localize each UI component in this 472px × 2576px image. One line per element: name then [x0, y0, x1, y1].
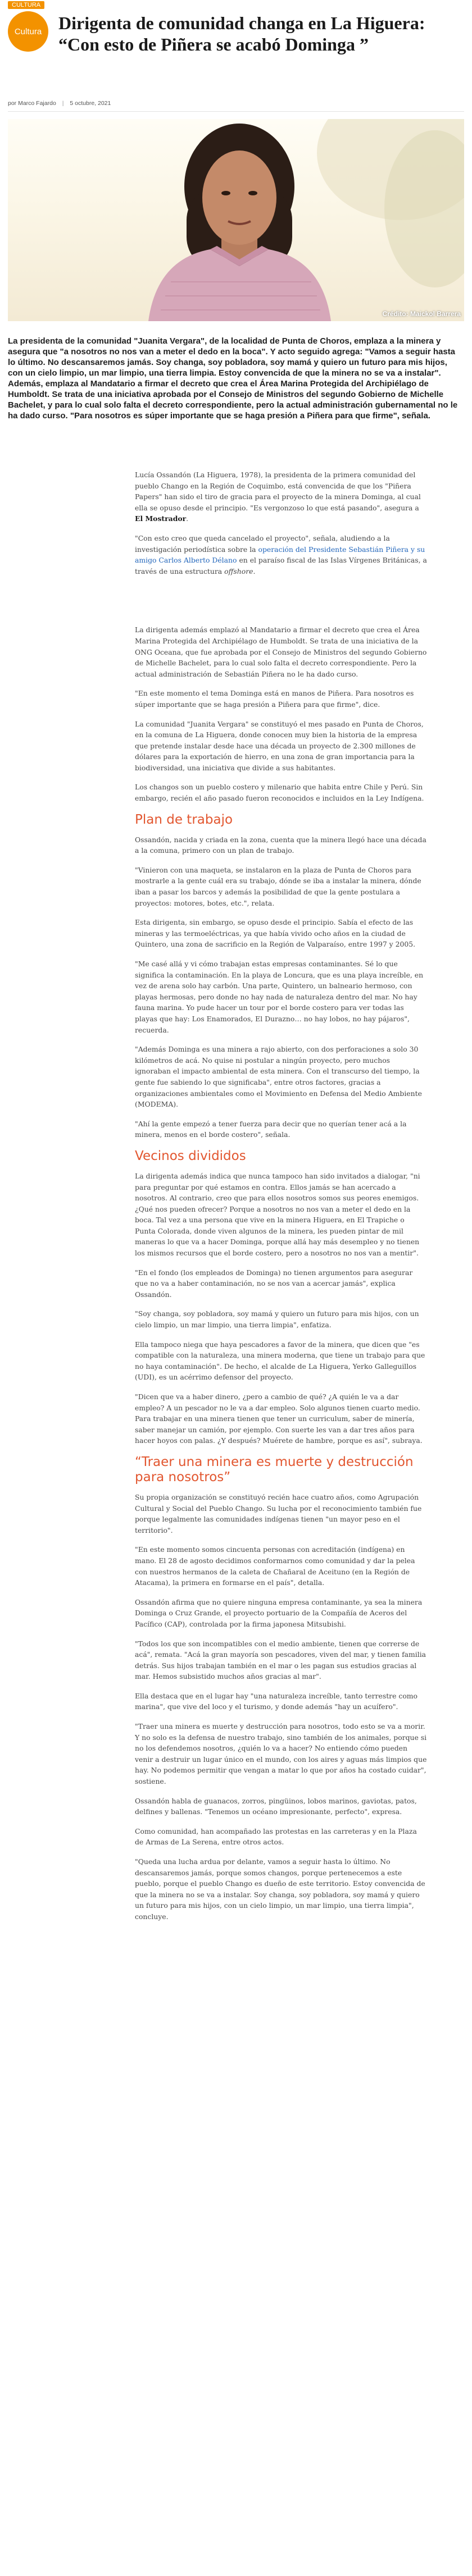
outlet-name: El Mostrador: [135, 514, 187, 523]
paragraph: "Con esto creo que queda cancelado el proyecto", señala, aludiendo a la investigación periodística sobre la operación del Presidente Sebastián Piñera y su amigo Carlos Alberto Délano en el paraíso fiscal de las Islas Vírgenes Británicas, a través de una estructura offshore.: [135, 533, 427, 576]
paragraph: Su propia organización se constituyó recién hace cuatro años, como Agrupación Cultural y Social del Pueblo Chango. Su lucha por el reconocimiento también fue porque legalmente las comunidades indígenas tienen "un mayor peso en el territorio".: [135, 1492, 422, 1534]
paragraph: Esta dirigenta, sin embargo, se opuso desde el principio. Sabía el efecto de las mineras y las termoeléctricas, ya que había vivido ocho años en la ciudad de Quintero, una zona de sacrificio en la Región de Valparaíso, entre 1997 y 2005.: [135, 918, 416, 949]
paragraph: Los changos son un pueblo costero y milenario que habita entre Chile y Perú. Sin embargo, recién el año pasado fueron reconocidos e incluidos en la Ley Indígena.: [135, 783, 424, 803]
paragraph: Ella tampoco niega que haya pescadores a favor de la minera, que dicen que "es compatible con la naturaleza, una minera moderna, que tiene un trabajo para que no haya contaminación". De hecho, el alcalde de La Higuera, Yerko Galleguillos (UDI), es un acérrimo defensor del proyecto.: [135, 1340, 425, 1382]
paragraph: Lucía Ossandón (La Higuera, 1978), la presidenta de la primera comunidad del pueblo Chango en la Región de Coquimbo, está convencida de que los "Piñera Papers" han sido el tiro de gracia para el proyecto de la minera Dominga, al cual ella se opuso desde el principio. "Es vergonzoso lo que está pasando", asegura a El Mostrador.: [135, 471, 421, 523]
paragraph: Ossandón afirma que no quiere ninguna empresa contaminante, ya sea la minera Dominga o Cruz Grande, el proyecto portuario de la Compañía de Aceros del Pacífico (CAP), controlada por la firma japonesa Mitsubishi.: [135, 1597, 423, 1628]
paragraph: "Ahí la gente empezó a tener fuerza para decir que no querían tener acá a la minera, menos en el borde costero", señala.: [135, 1119, 407, 1139]
paragraph: "Soy changa, soy pobladora, soy mamá y quiero un futuro para mis hijos, con un cielo limpio, un mar limpio, una tierra limpia", enfatiza.: [135, 1309, 419, 1330]
category-badge[interactable]: Cultura: [8, 11, 48, 52]
paragraph: "Vinieron con una maqueta, se instalaron en la plaza de Punta de Choros para mostrarle a la gente cuál era su trabajo, dónde se iba a instalar la minera, dónde iban a pasar los barcos y además la posibilidad de que la gente postulara a proyectos: motores, botes, etc.", relata.: [135, 865, 421, 907]
paragraph: La dirigenta además emplazó al Mandatario a firmar el decreto que crea el Área Marina Protegida del Archipiélago de Humboldt. Se trata de una iniciativa de la ONG Oceana, que fue aprobada por el Consejo de Ministros del segundo Gobierno de Michelle Bachelet, para lo cual solo falta el decreto correspondiente. Pero la actual administración de Sebastián Piñera no le ha dado curso.: [135, 625, 427, 678]
section-heading: “Traer una minera es muerte y destrucción para nosotros”: [135, 1454, 414, 1485]
paragraph: Ossandón, nacida y criada en la zona, cuenta que la minera llegó hace una década a la comuna, primero con un plan de trabajo.: [135, 835, 426, 855]
section-heading: Plan de trabajo: [135, 812, 233, 827]
paragraph: La comunidad "Juanita Vergara" se constituyó el mes pasado en Punta de Choros, en la comuna de La Higuera, donde conocen muy bien la historia de la empresa que pretende instalar desde hace una década un proyecto de 2.300 millones de dólares para la exportación de hierro, en una zona de gran importancia para la biodiversidad, una iniciativa que divide a sus habitantes.: [135, 719, 424, 772]
ad-space: [135, 585, 427, 624]
paragraph: Ella destaca que en el lugar hay "una naturaleza increíble, tanto terrestre como marina", que vive del loco y el turismo, y donde además "hay un acuífero".: [135, 1691, 417, 1711]
category-tag[interactable]: CULTURA: [8, 1, 44, 9]
paragraph: "Traer una minera es muerte y destrucción para nosotros, todo esto se va a morir. Y no solo es la defensa de nuestro trabajo, sino también de los animales, porque si no los defendemos nosotros, ¿quién lo va a hacer? No entiendo cómo pueden venir a destruir un lugar único en el mundo, con los aires y aguas más limpios que hay. No podemos permitir que vengan a matar lo que por años ha costado cuidar", sostiene.: [135, 1722, 427, 1786]
paragraph: "Queda una lucha ardua por delante, vamos a seguir hasta lo último. No descansaremos jamás, porque somos changos, porque pertenecemos a este pueblo, porque el pueblo Chango es dueño de este territorio. Estoy convencida de que la minera no se va a instalar. Soy changa, soy pobladora, soy mamá y quiero un futuro para mis hijos, con un cielo limpio, un mar limpio, una tierra limpia", concluye.: [135, 1857, 425, 1921]
portrait-illustration: [8, 119, 464, 321]
article-title: Dirigenta de comunidad changa en La Higuera: “Con esto de Piñera se acabó Dominga ”: [58, 13, 425, 54]
hero-photo: [8, 119, 464, 321]
paragraph: "En este momento somos cincuenta personas con acreditación (indígena) en mano. El 28 de agosto decidimos conformarnos como comunidad y dar la pelea con nuestros hermanos de la caleta de Chañaral de Aceituno (en la Región de Atacama), la primera en formarse en el país", detalla.: [135, 1545, 415, 1587]
byline-separator: |: [62, 100, 64, 107]
section-heading: Vecinos divididos: [135, 1148, 246, 1163]
paragraph: "En el fondo (los empleados de Dominga) no tienen argumentos para asegurar que no va a haber contaminación, no se nos van a acercar jamás", explica Ossandón.: [135, 1268, 413, 1299]
publish-date: 5 octubre, 2021: [70, 100, 111, 107]
paragraph: Como comunidad, han acompañado las protestas en las carreteras y en la Plaza de Armas de La Serena, entre otros actos.: [135, 1826, 417, 1847]
paragraph: La dirigenta además indica que nunca tampoco han sido invitados a dialogar, "ni para preguntar por qué estamos en contra. Ellos jamás se han acercado a nosotros. Al contrario, creo que para ellos nosotros somos sus peores enemigos. ¿Qué nos pueden ofrecer? Porque a nosotros no nos van a meter el dedo en la boca. Tal vez a una persona que vive en la minera Higuera, en El Trapiche o Punta Colorada, donde viven algunos de la minera, les pueden pintar de mil maneras lo que va a hacer Dominga, porque allá hay más desempleo y no tienen los mismos recursos que el borde costero, pero a nosotros no nos van a mentir".: [135, 1171, 420, 1258]
paragraph-text: "Con esto creo que queda cancelado el proyecto", señala, aludiendo a la investigación periodística sobre la: [135, 533, 390, 554]
photo-credit: Crédito: Maickol Barrera: [382, 310, 461, 318]
paragraph: "Dicen que va a haber dinero, ¿pero a cambio de qué? ¿A quién le va a dar empleo? A un pescador no le va a dar empleo. Solo algunos tienen cuarto medio. Para trabajar en una minera tienen que tener un curriculum, saber de minería, saber manejar un camión, por ejemplo. Con suerte les van a dar tres años para hacer hoyos con palas. ¿Y después? Muérete de hambre, porque es así", subraya.: [135, 1392, 423, 1445]
paragraph-text: Lucía Ossandón (La Higuera, 1978), la presidenta de la primera comunidad del pueblo Chango en la Región de Coquimbo, está convencida de que los "Piñera Papers" han sido el tiro de gracia para el proyecto de la minera Dominga, al cual ella se opuso desde el principio. "Es vergonzoso lo que está pasando", asegura a: [135, 471, 421, 512]
paragraph: "En este momento el tema Dominga está en manos de Piñera. Para nosotros es súper importante que se haga presión a Piñera para que firme", dice.: [135, 689, 414, 709]
investigation-link[interactable]: operación del Presidente Sebastián Piñera y su amigo Carlos Alberto Délano: [135, 545, 425, 565]
paragraph-text: en el paraíso fiscal de las Islas Vírgenes Británicas, a través de una estructura: [135, 556, 427, 576]
author-name[interactable]: por Marco Fajardo: [8, 100, 56, 107]
paragraph: Ossandón habla de guanacos, zorros, pingüinos, lobos marinos, gaviotas, patos, delfines y ballenas. "Tenemos un océano impresionante, perfecto", expresa.: [135, 1796, 417, 1816]
byline: [8, 100, 111, 107]
article-lead: La presidenta de la comunidad "Juanita Vergara", de la localidad de Punta de Choros, emplaza a la minera y asegura que "a nosotros no nos van a meter el dedo en la boca". Y acto seguido agrega: "Vamos a seguir hasta lo último. No descansaremos jamás. Soy changa, soy pobladora, soy mamá y quiero un futuro para mis hijos, con un cielo limpio, un mar limpio, una tierra limpia. Estoy convencida de que la minera no se va a instalar". Además, emplaza al Mandatario a firmar el decreto que crea el Área Marina Protegida del Archipiélago de Humboldt. Se trata de una iniciativa aprobada por el Consejo de Ministros del segundo Gobierno de Michelle Bachelet, y para lo cual solo falta el decreto correspondiente, pero la actual administración gubernamental no le ha dado curso. "Para nosotros es súper importante que se haga presión a Piñera para que firme", señala.: [8, 336, 458, 421]
header-divider: [8, 111, 464, 112]
offshore-term: offshore: [224, 567, 253, 576]
paragraph: "Además Dominga es una minera a rajo abierto, con dos perforaciones a solo 30 kilómetros de acá. No quise ni postular a ningún proyecto, pero muchos ignoraban el impacto ambiental de esta minera. Con el transcurso del tiempo, la gente fue sabiendo lo que significaba", entre otros factores, gracias a organizaciones ambientales como el Movimiento en Defensa del Medio Ambiente (MODEMA).: [135, 1045, 422, 1109]
article-body: [135, 469, 427, 1931]
paragraph: "Todos los que son incompatibles con el medio ambiente, tienen que correrse de acá", remata. "Acá la gran mayoría son pescadores, viven del mar, y tienen familia detrás. Sus hijos trabajan también en el mar o les pagan sus estudios gracias al mar. Hemos subsistido muchos años gracias al mar".: [135, 1639, 426, 1681]
paragraph: "Me casé allá y vi cómo trabajan estas empresas contaminantes. Sé lo que significa la contaminación. En la playa de Loncura, que es una playa increíble, en vez de arena solo hay carbón. Una parte, Quintero, un balneario hermoso, con playas hermosas, pero donde no hay nada de naturaleza dentro del mar. No hay fauna marina. Yo pude hacer un tour por el borde costero para ver todas las playas que hay: Los Enamorados, El Durazno… no hay lobos, no hay pájaros", recuerda.: [135, 960, 424, 1034]
